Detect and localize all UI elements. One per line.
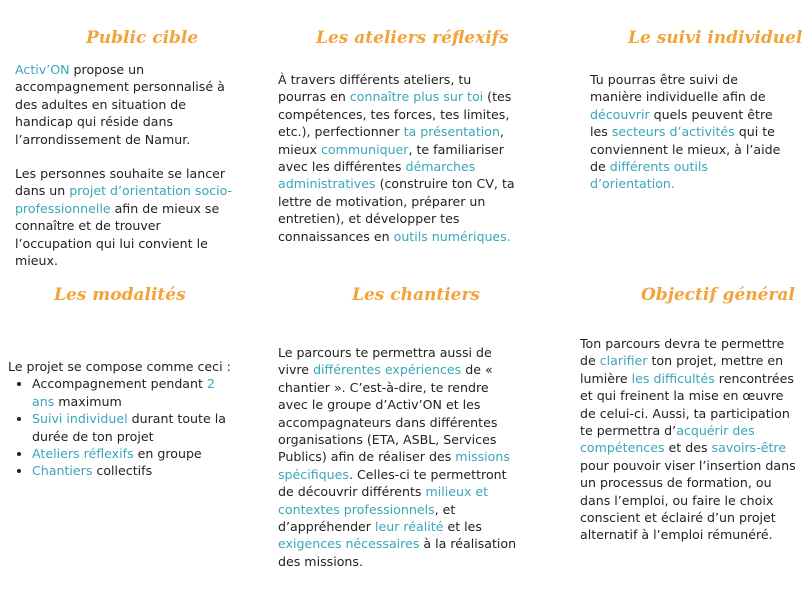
body-text: Tu pourras être suivi de manière individuelle afin de bbox=[590, 72, 766, 105]
highlight-text: différents outils d’orientation. bbox=[590, 159, 708, 192]
body-text: quels peuvent être les bbox=[590, 106, 773, 140]
body-text: Ton parcours devra te permettre de bbox=[580, 336, 785, 369]
body-text: , et d’appréhender bbox=[278, 501, 456, 535]
heading-chantiers: Les chantiers bbox=[352, 285, 480, 305]
body-text: de « chantier ». C’est-à-dire, te rendre avec le groupe d’Activ’ON et les accompagnateurs dans différentes organisations (ETA, ASBL, Services Publics) afin de réaliser des bbox=[278, 362, 498, 465]
body-text: Le parcours te permettra aussi de vivre bbox=[278, 345, 492, 378]
body-text: Les personnes souhaite se lancer dans un bbox=[15, 166, 226, 199]
body-text: Accompagnement pendant bbox=[32, 376, 207, 392]
highlight-text: Ateliers réflexifs bbox=[32, 446, 134, 462]
paragraph bbox=[15, 61, 235, 148]
highlight-text: secteurs d’activités bbox=[611, 124, 735, 140]
body-text: (tes compétences, tes forces, tes limites, etc.), perfectionner bbox=[278, 89, 512, 140]
body-text: . Celles-ci te permettront de découvrir différents bbox=[278, 466, 507, 500]
highlight-text: Activ’ON bbox=[15, 62, 70, 77]
body-text: maximum bbox=[54, 393, 122, 409]
highlight-text: ta présentation bbox=[403, 124, 500, 140]
heading-ateliers-reflexifs: Les ateliers réflexifs bbox=[316, 28, 509, 48]
highlight-text: outils numériques. bbox=[393, 228, 511, 244]
body-text: À travers différents ateliers, tu pourras en bbox=[278, 72, 472, 105]
heading-suivi-individuel: Le suivi individuel bbox=[628, 28, 803, 48]
heading-modalites: Les modalités bbox=[54, 285, 186, 305]
list-item bbox=[32, 462, 238, 479]
section-intro: Le projet se compose comme ceci : bbox=[8, 359, 231, 374]
highlight-text: démarches administratives bbox=[278, 159, 476, 192]
bullet-list bbox=[8, 375, 238, 479]
highlight-text: Chantiers bbox=[32, 463, 93, 479]
heading-objectif-general: Objectif général bbox=[641, 285, 795, 305]
section-public-cible bbox=[15, 61, 235, 269]
highlight-text: missions spécifiques bbox=[278, 449, 510, 482]
highlight-text: 2 ans bbox=[32, 376, 215, 409]
section-modalites bbox=[8, 358, 238, 480]
body-text: collectifs bbox=[92, 463, 153, 479]
highlight-text: les difficultés bbox=[631, 370, 715, 386]
body-text: pour pouvoir viser l’insertion dans un processus de formation, ou dans l’emploi, ou faire le choix conscient et éclairé d’un projet alternatif à l’emploi rémunéré. bbox=[580, 457, 796, 543]
section-suivi-individuel bbox=[590, 71, 782, 193]
body-text: et les bbox=[443, 519, 482, 535]
highlight-text: découvrir bbox=[590, 106, 650, 122]
highlight-text: leur réalité bbox=[375, 519, 444, 535]
body-text: (construire ton CV, ta lettre de motivation, préparer un entretien), et développer tes connaissances en bbox=[278, 176, 515, 244]
list-item bbox=[32, 410, 238, 445]
body-text: durant toute la durée de ton projet bbox=[32, 411, 226, 444]
highlight-text: différentes expériences bbox=[313, 362, 462, 378]
paragraph bbox=[15, 165, 235, 269]
body-text: , te familiariser avec les différentes bbox=[278, 141, 504, 175]
highlight-text: connaître plus sur toi bbox=[349, 89, 484, 105]
highlight-text: Suivi individuel bbox=[32, 411, 128, 427]
highlight-text: acquérir des compétences bbox=[580, 423, 755, 456]
highlight-text: communiquer bbox=[320, 141, 409, 157]
paragraph bbox=[278, 344, 518, 570]
body-text: , mieux bbox=[278, 124, 504, 157]
body-text: afin de mieux se connaître et de trouver l’occupation qui lui convient le mieux. bbox=[15, 200, 220, 269]
paragraph bbox=[580, 335, 802, 544]
section-ateliers-reflexifs bbox=[278, 71, 518, 245]
heading-public-cible: Public cible bbox=[86, 28, 199, 48]
highlight-text: exigences nécessaires bbox=[278, 536, 420, 552]
highlight-text: projet d’orientation socio-professionnelle bbox=[15, 183, 233, 216]
section-objectif-general bbox=[580, 335, 802, 544]
paragraph bbox=[590, 71, 782, 193]
body-text: à la réalisation des missions. bbox=[278, 536, 517, 569]
body-text: qui te conviennent le mieux, à l’aide de bbox=[590, 124, 781, 175]
body-text: ton projet, mettre en lumière bbox=[580, 353, 784, 386]
highlight-text: clarifier bbox=[599, 353, 648, 369]
body-text: propose un accompagnement personnalisé à des adultes en situation de handicap qui réside dans l’arrondissement de Namur. bbox=[15, 62, 225, 147]
highlight-text: savoirs-être bbox=[711, 440, 787, 456]
body-text: rencontrées et qui freinent la mise en œuvre de celui-ci. Aussi, ta participation te permettra d’ bbox=[580, 370, 794, 439]
section-chantiers bbox=[278, 344, 518, 570]
paragraph bbox=[278, 71, 518, 245]
list-item bbox=[32, 445, 238, 462]
body-text: et des bbox=[664, 440, 712, 456]
list-item bbox=[32, 375, 238, 410]
highlight-text: milieux et contextes professionnels bbox=[278, 484, 489, 517]
body-text: en groupe bbox=[133, 446, 202, 462]
